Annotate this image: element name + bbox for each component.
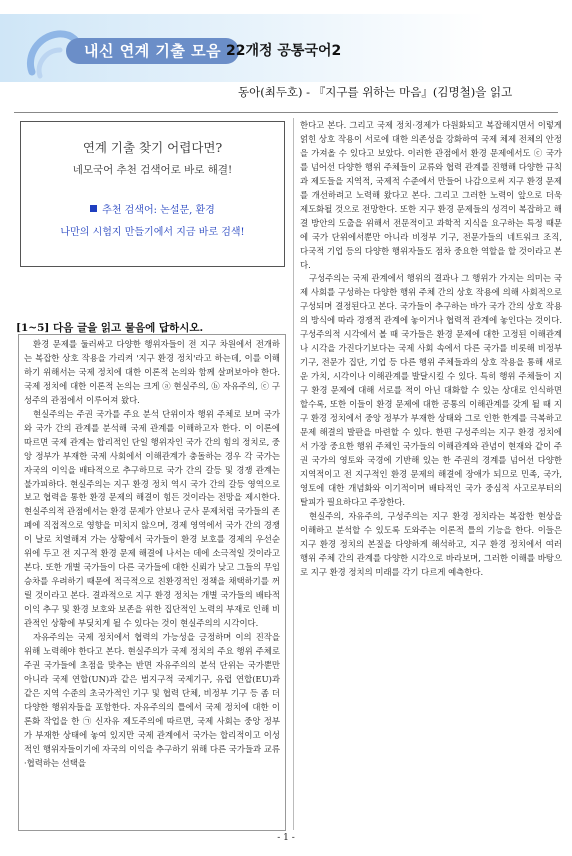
page-number: - 1 - — [277, 833, 295, 843]
promo-subtitle: 네모국어 추천 검색어로 바로 해결! — [72, 164, 233, 176]
header-banner — [0, 14, 572, 82]
passage-right-column — [300, 119, 562, 839]
promo-search-text: 추천 검색어: 논설문, 환경 — [102, 205, 215, 216]
source-line: 동아(최두호) - 『지구를 위하는 마음』(김명철)을 읽고 — [238, 85, 513, 99]
passage-paragraph: 현실주의, 자유주의, 구성주의는 지구 환경 정치라는 복잡한 현상을 이해하고 분석할 수 있도록 도와주는 이론적 틀의 기능을 한다. 이들은 지구 환경 정치의 본질을 다양하게 해석하고, 지구 환경 정치에서 여러 행위 주체 간의 관계를 다양한 시각으로 바라보며, 그러한 이해를 바탕으로 지구 환경 정치의 미래를 각기 다르게 예측한다. — [300, 510, 562, 577]
subject-title: 22개정 공통국어2 — [226, 43, 342, 59]
passage-paragraph: 현실주의는 주권 국가를 주요 분석 단위이자 행위 주체로 보며 국가와 국가 간의 관계를 분석해 국제 관계를 이해하고자 한다. 이 이론에 따르면 국제 관계는 합리적인 단일 행위자인 국가 간의 힘의 정치로, 중앙 정부가 부재한 국제 사회에서 이해관계가 충돌하는 경우 각 국가는 자국의 이익을 배타적으로 추구하므로 국가 간의 갈등 및 경쟁 관계는 불가피하다. 현실주의는 지구 환경 정치 역시 국가 간의 갈등 영역으로 보고 협력을 통한 환경 문제의 해결이 힘든 것이라는 전망을 제시한다. 현실주의적 관점에서는 환경 문제가 안보나 군사 문제처럼 국가들의 존폐에 직접적으로 영향을 미치지 않으며, 경제 영역에서 국가 간의 경쟁이 날로 치열해져 가는 상황에서 국가들이 환경 보호를 경제의 우선순위에 두고 전 지구적 환경 문제 해결에 나서는 데에 소극적일 것이라고 본다. 또한 개별 국가들이 다른 국가들에 대한 신뢰가 낮고 그들의 무임승차를 우려하기 때문에 적극적으로 친환경적인 정책을 채택하기를 꺼릴 것이라고 본다. 결과적으로 지구 환경 정치는 개별 국가들의 배타적 이익 추구 및 환경 보호와 보존을 위한 집단적인 노력의 부재로 인해 비관적인 상황에 부딪치게 될 수 있다는 것이 현실주의의 시각이다. — [24, 408, 280, 629]
passage-box — [18, 334, 286, 831]
question-heading: [1~5] 다음 글을 읽고 물음에 답하시오. — [16, 322, 204, 334]
series-badge: 내신 연계 기출 모음 — [66, 38, 239, 64]
passage-paragraph: 자유주의는 국제 정치에서 협력의 가능성을 긍정하며 이의 진작을 위해 노력해야 한다고 본다. 현실주의가 국제 정치의 주요 행위 주체로 주권 국가들에 초점을 맞추는 반면 자유주의의 분석 단위는 국가뿐만 아니라 국제 연합(UN)과 같은 범지구적 국제기구, 유럽 연합(EU)과 같은 지역 수준의 초국가적인 기구 및 협력 단체, 비정부 기구 등 좀 더 다양한 행위자들을 포함한다. 자유주의의 틀에서 국제 정치에 대한 이론화 작업을 한 ㉠ 신자유 제도주의에 따르면, 국제 사회는 중앙 정부가 부재한 상태에 놓여 있지만 국제 관계에서 국가는 합리적이고 이성적인 행위자들이기에 자국의 이익을 추구하기 위해 다른 국가들과 교류·협력하는 선택을 — [24, 632, 280, 768]
passage-paragraph: 환경 문제를 둘러싸고 다양한 행위자들이 전 지구 차원에서 전개하는 복잡한 상호 작용을 가리켜 '지구 환경 정치'라고 하는데, 이를 이해하기 위해서는 국제 정치에 대한 이론적 논의와 함께 살펴보아야 한다. 국제 정치에 대한 이론적 논의는 크게 ⓐ 현실주의, ⓑ 자유주의, ⓒ 구성주의 관점에서 이루어져 왔다. — [24, 339, 280, 405]
passage-paragraph: 구성주의는 국제 관계에서 행위의 결과나 그 행위가 가지는 의미는 국제 사회를 구성하는 다양한 행위 주체 간의 상호 작용에 의해 사회적으로 구성되며 결정된다고 본다. 국가들이 추구하는 바가 국가 간의 상호 작용의 방식에 따라 경쟁적 관계에 놓이거나 협력적 관계에 놓인다는 것이다. 구성주의적 시각에서 볼 때 국가들은 환경 문제에 대한 고정된 이해관계나 시각을 가진다기보다는 국제 사회 속에서 다른 국가를 비롯해 비정부 기구, 전문가 집단, 기업 등 다른 행위 주체들과의 상호 작용을 통해 새로운 가치, 시각이나 이해관계를 발달시킬 수 있다. 특히 행위 주체들이 지구 환경 문제에 대해 서로를 적이 아닌 대화할 수 있는 상대로 인식하면 할수록, 또한 이들이 환경 문제에 대한 공통의 이해관계를 갖게 될 때 지구 환경 정치에서 중앙 정부가 부재한 상태와 그로 인한 한계를 극복하고 문제 해결의 발판을 마련할 수 있다. 한편 구성주의는 지구 환경 정치에서 가장 중요한 행위 주체인 국가들의 이해관계와 관념이 현재와 같이 주권 국가의 영토와 국경에 기반해 있는 한 주권의 경계를 넘어선 다양한 지역적이고 전 지구적인 환경 문제의 해결에 장애가 되므로 민족, 국가, 영토에 대한 개념화와 이기적이며 배타적인 국가 중심적 사고로부터의 탈피가 필요하다고 주장한다. — [300, 273, 562, 507]
header-divider — [14, 112, 558, 113]
promo-title: 연계 기출 찾기 어렵다면? — [82, 140, 223, 155]
square-bullet-icon — [90, 205, 97, 212]
promo-box — [20, 121, 285, 267]
column-divider — [293, 118, 294, 830]
promo-tagline: 나만의 시험지 만들기에서 지금 바로 검색! — [60, 227, 245, 238]
promo-search-line — [21, 201, 284, 216]
passage-paragraph: 한다고 본다. 그리고 국제 정치·경제가 다원화되고 복잡해지면서 이렇게 얽힌 상호 작용이 서로에 대한 의존성을 강화하여 국제 체제 전체의 안정을 가져올 수 있다고 보았다. 이러한 관점에서 환경 문제에서도 ⓒ 국가를 넘어선 다양한 행위 주체들이 교류와 협력 관계를 진행해 다양한 규칙과 제도들을 지역적, 국제적 수준에서 만들어 나감으로써 지구 환경 문제를 개선하려고 노력해 왔다고 본다. 그리고 그러한 노력이 앞으로 더욱 제도화될 것으로 전망한다. 또한 지구 환경 문제들의 성격이 복잡하고 해결 방안의 도출을 위해서 전문적이고 과학적 지식을 요구하는 특정 때문에 국가 단위에서뿐만 아니라 비정부 기구, 전문가들의 네트워크 조직, 다국적 기업 등의 다양한 행위자들도 점차 중요한 역할을 할 것이라고 본다. — [300, 120, 562, 270]
